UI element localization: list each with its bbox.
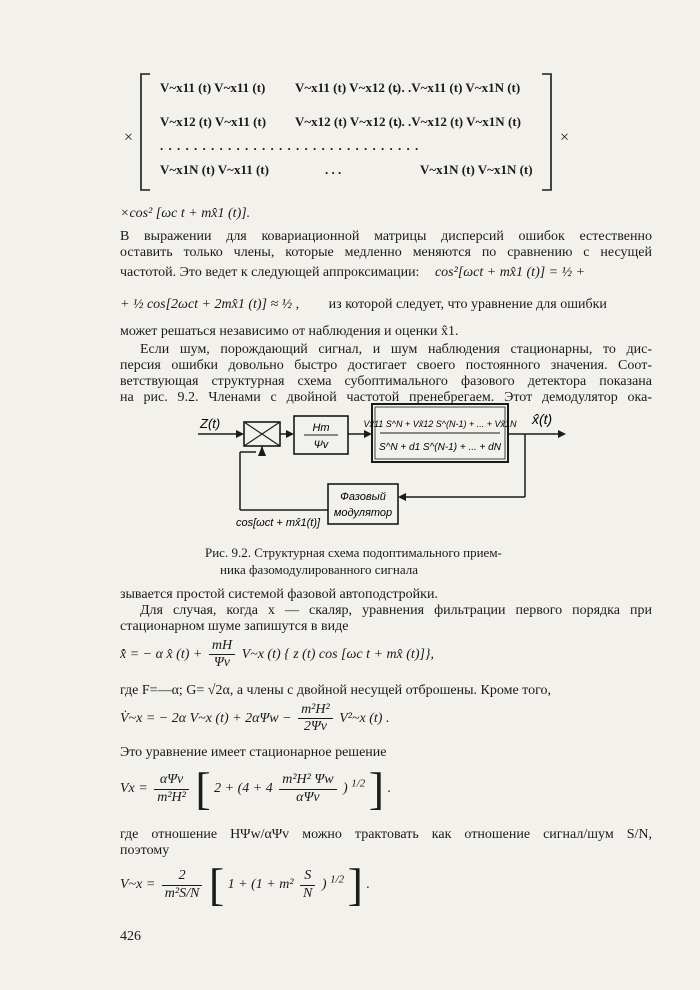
eq3-frac [154, 772, 189, 805]
eq3-frac-num: αΨv [154, 772, 189, 789]
figure-caption-line1: Рис. 9.2. Структурная схема подоптимального прием- [205, 545, 502, 560]
matrix-dots-row: . . . . . . . . . . . . . . . . . . . . . . . . . . . . . . . [160, 138, 420, 153]
tf-denominator: S^N + d1 S^(N-1) + ... + dN [379, 442, 501, 453]
modulator-label-1: Фазовый [340, 491, 386, 503]
eq3-body-b: ) [343, 781, 348, 797]
feedback-label: cos[ωct + mx̂1(t)] [236, 517, 321, 529]
eq2-rhs: V²~x (t) . [339, 710, 390, 726]
eq3-frac-den: m²H² [157, 789, 186, 805]
eq3-inner-den: αΨv [296, 789, 320, 805]
eq4-body-b: ) [321, 877, 327, 893]
para2-line4: на рис. 9.2. Членами с двойной частотой пренебрегаем. Этот демодулятор ока- [120, 390, 652, 405]
eq3-inner-frac [279, 772, 336, 805]
equation-4 [120, 859, 652, 910]
para1-line3-formula: cos²[ωct + mx̂1 (t)] = ½ + [434, 265, 586, 280]
modulator-label-2: модулятор [333, 507, 393, 519]
matrix-suffix: × [560, 129, 570, 146]
block-diagram [180, 400, 600, 540]
para3-line1: зывается простой системой фазовой автоподстройки. [120, 587, 438, 602]
equation-3 [120, 763, 652, 814]
para1-line2: оставить только члены, которые медленно меняются по сравнению с несущей [120, 245, 652, 260]
eq4-close-bracket: ] [347, 859, 363, 910]
eq3-open-bracket: [ [195, 763, 211, 814]
matrix-r2c1: V~x12 (t) V~x11 (t) [160, 114, 267, 129]
para2-line1: Если шум, порождающий сигнал, и шум наблюдения стационарны, то дис- [140, 342, 652, 357]
eq2-lhs: V̇~x = − 2α V~x (t) + 2αΨw − [120, 710, 292, 726]
para6-line1: где отношение HΨw/αΨv можно трактовать как отношение сигнал/шум S/N, [120, 827, 652, 842]
matrix-r2c2: V~x12 (t) V~x12 (t) [295, 114, 402, 129]
matrix-r4c2: . . . [325, 162, 342, 177]
matrix-r1c2: V~x11 (t) V~x12 (t) [295, 80, 402, 95]
equation-2 [120, 702, 652, 735]
eq1-lhs: x̂̇ = − α x̂ (t) + [120, 646, 203, 662]
eq1-frac-num: mH [209, 638, 235, 655]
page-number: 426 [120, 929, 141, 944]
matrix-r4c3: V~x1N (t) V~x1N (t) [420, 162, 533, 177]
eq3-end: . [387, 781, 392, 797]
eq4-inner-den: N [303, 885, 313, 901]
eq4-lhs: V~x = [120, 877, 156, 893]
gain-denominator: Ψv [313, 439, 329, 451]
eq1-frac-den: Ψv [213, 655, 230, 671]
eq4-inner-frac [300, 868, 315, 901]
eq4-end: . [366, 877, 370, 893]
para1-line3 [120, 264, 652, 281]
para1-line1: В выражении для ковариационной матрицы дисперсий ошибок естественно [120, 229, 652, 244]
equation-1 [120, 638, 652, 671]
eq4-body-a: 1 + (1 + m² [227, 877, 294, 893]
eq1-frac [209, 638, 235, 671]
matrix-left-bracket [138, 72, 152, 192]
eq2-frac-num: m²H² [298, 702, 333, 719]
para3-line2: Для случая, когда x — скаляр, уравнения фильтрации первого порядка при [140, 603, 652, 618]
matrix-r1c3: . . .V~x11 (t) V~x1N (t) [395, 80, 521, 95]
input-label: Z(t) [200, 416, 221, 431]
eq3-exponent: 1/2 [351, 777, 366, 790]
para1-line4-formula: + ½ cos[2ωct + 2mx̂1 (t)] ≈ ½ , [120, 297, 300, 312]
eq4-frac [162, 868, 203, 901]
para1-line4 [120, 296, 652, 313]
figure-caption-line2: ника фазомодулированного сигнала [220, 562, 418, 577]
eq4-frac-num: 2 [162, 868, 203, 885]
para3-line3: стационарном шуме запишутся в виде [120, 619, 349, 634]
eq3-close-bracket: ] [368, 763, 385, 814]
para2-line2: персия ошибки довольно быстро достигает своего постоянного значения. Соот- [120, 358, 652, 373]
eq2-frac-den: 2Ψv [303, 719, 327, 735]
eq3-lhs: Vx = [120, 781, 148, 797]
gain-numerator: Hm [312, 422, 330, 434]
eq4-inner-num: S [300, 868, 315, 885]
output-arrowhead [558, 430, 566, 438]
eq2-frac [298, 702, 333, 735]
eq4-open-bracket: [ [208, 859, 225, 910]
para2-line3: ветствующая структурная схема субоптимального фазового детектора показана [120, 374, 652, 389]
para1-line5: может решаться независимо от наблюдения и оценки x̂1. [120, 324, 459, 339]
eq4-exponent: 1/2 [330, 873, 345, 886]
matrix-prefix: × [124, 129, 134, 146]
eq3-inner-num: m²H² Ψw [279, 772, 336, 789]
eq4-frac-den: m²S/N [164, 885, 200, 901]
cos-line: ×cos² [ωc t + mx̂1 (t)]. [120, 206, 251, 221]
para1-line3-text: частотой. Это ведет к следующей аппроксимации: [120, 265, 420, 280]
eq1-rhs: V~x (t) { z (t) cos [ωc t + mx̂ (t)]}, [241, 646, 435, 662]
para4-line1: где F=—α; G= √2α, а члены с двойной несущей отброшены. Кроме того, [120, 683, 551, 698]
para5-line1: Это уравнение имеет стационарное решение [120, 745, 387, 760]
matrix-right-bracket [540, 72, 554, 192]
tf-numerator: Vx̃11 S^N + Vx̃12 S^(N-1) + ... + Vx̃1N [363, 419, 517, 429]
matrix-r1c1: V~x11 (t) V~x11 (t) [160, 80, 266, 95]
para1-line4-text: из которой следует, что уравнение для ошибки [328, 297, 607, 312]
matrix-r2c3: . . .V~x12 (t) V~x1N (t) [395, 114, 521, 129]
output-label: x̂(t) [532, 411, 553, 427]
input-arrowhead [236, 430, 244, 438]
matrix-r4c1: V~x1N (t) V~x11 (t) [160, 162, 269, 177]
eq3-body-a: 2 + (4 + 4 [214, 781, 273, 797]
para6-line2: поэтому [120, 843, 170, 858]
